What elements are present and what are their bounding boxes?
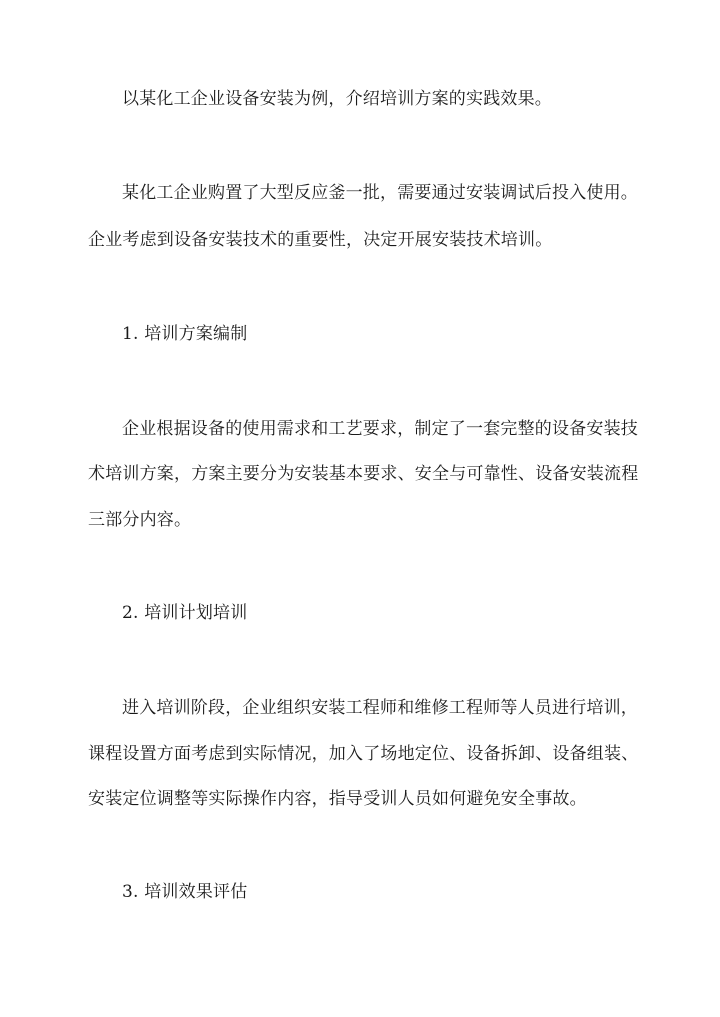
section-1-heading: 1. 培训方案编制 (122, 324, 248, 344)
section-2-line-3: 安装定位调整等实际操作内容，指导受训人员如何避免安全事故。 (88, 789, 587, 809)
section-1-line-1: 企业根据设备的使用需求和工艺要求，制定了一套完整的设备安装技 (122, 419, 638, 439)
section-1-line-3: 三部分内容。 (88, 510, 192, 530)
paragraph-1-line-2: 企业考虑到设备安装技术的重要性，决定开展安装技术培训。 (88, 230, 553, 250)
paragraph-1-line-1: 某化工企业购置了大型反应釜一批，需要通过安装调试后投入使用。 (122, 183, 638, 203)
section-1-line-2: 术培训方案，方案主要分为安装基本要求、安全与可靠性、设备安装流程 (88, 464, 639, 484)
section-2-line-2: 课程设置方面考虑到实际情况，加入了场地定位、设备拆卸、设备组装、 (88, 744, 639, 764)
section-2-heading: 2. 培训计划培训 (122, 603, 248, 623)
section-3-heading: 3. 培训效果评估 (122, 882, 248, 902)
intro-paragraph: 以某化工企业设备安装为例，介绍培训方案的实践效果。 (122, 89, 552, 109)
section-2-line-1: 进入培训阶段，企业组织安装工程师和维修工程师等人员进行培训， (122, 698, 638, 718)
